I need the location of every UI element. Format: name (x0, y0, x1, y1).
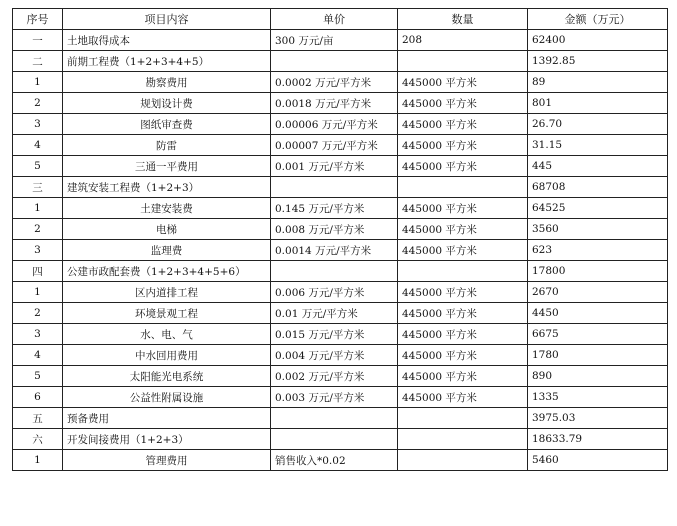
row-quantity: 445000 平方米 (398, 366, 528, 387)
header-qty: 数量 (398, 9, 528, 30)
row-item: 预备费用 (63, 408, 271, 429)
row-amount: 31.15 (528, 135, 668, 156)
row-item: 管理费用 (63, 450, 271, 471)
table-row (13, 345, 668, 366)
row-unit-price: 0.0002 万元/平方米 (271, 72, 398, 93)
row-amount: 2670 (528, 282, 668, 303)
row-quantity: 445000 平方米 (398, 156, 528, 177)
table-row (13, 450, 668, 471)
row-amount: 890 (528, 366, 668, 387)
row-item: 防雷 (63, 135, 271, 156)
table-row (13, 408, 668, 429)
row-seq: 5 (13, 366, 63, 387)
row-quantity: 445000 平方米 (398, 240, 528, 261)
row-item: 前期工程费（1+2+3+4+5） (63, 51, 271, 72)
row-quantity: 445000 平方米 (398, 219, 528, 240)
header-price: 单价 (271, 9, 398, 30)
row-unit-price (271, 51, 398, 72)
row-amount: 3975.03 (528, 408, 668, 429)
table-row (13, 261, 668, 282)
row-amount: 68708 (528, 177, 668, 198)
row-seq: 一 (13, 30, 63, 51)
row-item: 公建市政配套费（1+2+3+4+5+6） (63, 261, 271, 282)
table-row (13, 219, 668, 240)
row-unit-price: 0.0014 万元/平方米 (271, 240, 398, 261)
row-amount: 18633.79 (528, 429, 668, 450)
row-item: 三通一平费用 (63, 156, 271, 177)
row-quantity (398, 261, 528, 282)
row-seq: 三 (13, 177, 63, 198)
header-row (13, 9, 668, 30)
row-quantity: 445000 平方米 (398, 72, 528, 93)
row-unit-price: 0.145 万元/平方米 (271, 198, 398, 219)
row-seq: 五 (13, 408, 63, 429)
row-seq: 1 (13, 198, 63, 219)
row-unit-price: 0.003 万元/平方米 (271, 387, 398, 408)
row-quantity (398, 450, 528, 471)
table-row (13, 156, 668, 177)
row-item: 土建安装费 (63, 198, 271, 219)
table-row (13, 135, 668, 156)
row-unit-price (271, 177, 398, 198)
row-item: 土地取得成本 (63, 30, 271, 51)
row-unit-price (271, 261, 398, 282)
table-row (13, 282, 668, 303)
row-seq: 2 (13, 303, 63, 324)
row-unit-price (271, 429, 398, 450)
table-row (13, 114, 668, 135)
row-item: 开发间接费用（1+2+3） (63, 429, 271, 450)
row-quantity: 445000 平方米 (398, 198, 528, 219)
table-row (13, 198, 668, 219)
row-quantity: 445000 平方米 (398, 93, 528, 114)
row-seq: 1 (13, 450, 63, 471)
row-seq: 3 (13, 114, 63, 135)
row-seq: 六 (13, 429, 63, 450)
row-quantity: 445000 平方米 (398, 387, 528, 408)
row-amount: 89 (528, 72, 668, 93)
row-seq: 4 (13, 135, 63, 156)
row-quantity: 445000 平方米 (398, 114, 528, 135)
row-unit-price: 0.00006 万元/平方米 (271, 114, 398, 135)
row-seq: 1 (13, 72, 63, 93)
table-row (13, 303, 668, 324)
row-unit-price: 0.01 万元/平方米 (271, 303, 398, 324)
row-unit-price: 销售收入*0.02 (271, 450, 398, 471)
row-amount: 1780 (528, 345, 668, 366)
row-unit-price: 0.001 万元/平方米 (271, 156, 398, 177)
row-seq: 6 (13, 387, 63, 408)
table-row (13, 324, 668, 345)
row-item: 水、电、气 (63, 324, 271, 345)
table-row (13, 366, 668, 387)
row-quantity (398, 51, 528, 72)
row-unit-price: 0.006 万元/平方米 (271, 282, 398, 303)
row-item: 图纸审查费 (63, 114, 271, 135)
row-item: 电梯 (63, 219, 271, 240)
row-item: 公益性附属设施 (63, 387, 271, 408)
row-unit-price: 0.004 万元/平方米 (271, 345, 398, 366)
row-unit-price: 300 万元/亩 (271, 30, 398, 51)
row-quantity (398, 408, 528, 429)
row-unit-price: 0.015 万元/平方米 (271, 324, 398, 345)
row-seq: 2 (13, 93, 63, 114)
row-seq: 4 (13, 345, 63, 366)
row-seq: 5 (13, 156, 63, 177)
cost-table (12, 8, 668, 471)
row-amount: 623 (528, 240, 668, 261)
row-item: 勘察费用 (63, 72, 271, 93)
row-seq: 3 (13, 324, 63, 345)
row-seq: 1 (13, 282, 63, 303)
row-seq: 2 (13, 219, 63, 240)
row-item: 环境景观工程 (63, 303, 271, 324)
row-quantity: 208 (398, 30, 528, 51)
table-row (13, 387, 668, 408)
row-amount: 3560 (528, 219, 668, 240)
row-item: 中水回用费用 (63, 345, 271, 366)
row-amount: 64525 (528, 198, 668, 219)
row-item: 规划设计费 (63, 93, 271, 114)
row-amount: 26.70 (528, 114, 668, 135)
row-quantity: 445000 平方米 (398, 345, 528, 366)
table-body (13, 30, 668, 471)
row-unit-price: 0.008 万元/平方米 (271, 219, 398, 240)
table-row (13, 93, 668, 114)
header-item: 项目内容 (63, 9, 271, 30)
row-quantity: 445000 平方米 (398, 324, 528, 345)
row-amount: 4450 (528, 303, 668, 324)
row-unit-price: 0.002 万元/平方米 (271, 366, 398, 387)
row-amount: 62400 (528, 30, 668, 51)
row-quantity (398, 177, 528, 198)
row-seq: 二 (13, 51, 63, 72)
row-quantity (398, 429, 528, 450)
row-item: 太阳能光电系统 (63, 366, 271, 387)
row-quantity: 445000 平方米 (398, 282, 528, 303)
row-seq: 3 (13, 240, 63, 261)
table-row (13, 30, 668, 51)
header-amount: 金额（万元） (528, 9, 668, 30)
table-row (13, 177, 668, 198)
row-unit-price: 0.00007 万元/平方米 (271, 135, 398, 156)
row-unit-price (271, 408, 398, 429)
table-row (13, 429, 668, 450)
row-item: 建筑安装工程费（1+2+3） (63, 177, 271, 198)
table-row (13, 240, 668, 261)
row-amount: 17800 (528, 261, 668, 282)
header-seq: 序号 (13, 9, 63, 30)
row-unit-price: 0.0018 万元/平方米 (271, 93, 398, 114)
row-item: 监理费 (63, 240, 271, 261)
row-amount: 6675 (528, 324, 668, 345)
row-amount: 801 (528, 93, 668, 114)
row-amount: 1392.85 (528, 51, 668, 72)
row-quantity: 445000 平方米 (398, 135, 528, 156)
table-row (13, 72, 668, 93)
row-amount: 5460 (528, 450, 668, 471)
row-quantity: 445000 平方米 (398, 303, 528, 324)
row-item: 区内道排工程 (63, 282, 271, 303)
row-amount: 445 (528, 156, 668, 177)
row-seq: 四 (13, 261, 63, 282)
table-row (13, 51, 668, 72)
row-amount: 1335 (528, 387, 668, 408)
